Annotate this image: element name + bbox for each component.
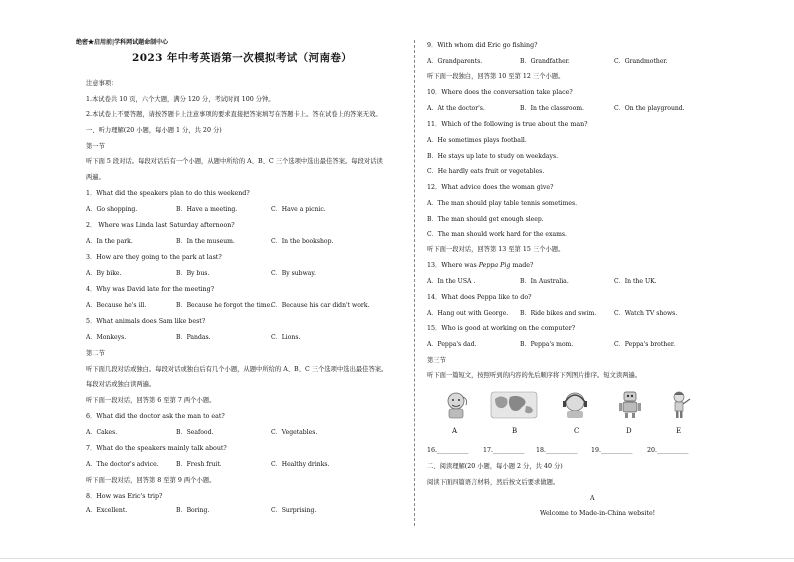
picture-label: C [574, 427, 580, 435]
question: 8．How was Eric's trip? [86, 493, 163, 500]
question: 3．How are they going to the park at last? [86, 254, 222, 261]
option: B．Grandfather. [520, 58, 570, 65]
instruction: 两遍。 [86, 174, 105, 181]
option: A．Excellent. [86, 507, 128, 514]
question [427, 262, 533, 270]
option: A．Monkeys. [86, 334, 127, 341]
picture-c-headset-icon [558, 389, 592, 419]
answer-blank[interactable]: 16.__________ [427, 447, 469, 454]
exam-title: 2023 年中考英语第一次模拟考试（河南卷） [132, 52, 353, 64]
instruction: 阅读下面四篇语言材料，然后按文后要求做题。 [427, 479, 560, 486]
option: C．Peppa's brother. [614, 341, 676, 348]
option: C．Have a picnic. [271, 206, 326, 213]
option: A．By bike. [86, 270, 122, 277]
option: C．Lions. [271, 334, 301, 341]
option: C．Surprising. [271, 507, 317, 514]
option: C．Watch TV shows. [614, 310, 678, 317]
option: C．The man should work hard for the exams. [427, 231, 567, 238]
option: B．Boring. [176, 507, 210, 514]
option: B．He stays up late to study on weekdays. [427, 153, 559, 160]
option: C．Vegetables. [271, 429, 318, 436]
question-text: made? [510, 262, 534, 269]
section-title: 二、阅读理解(20 小题，每小题 2 分，共 40 分) [427, 463, 563, 470]
option: B．In Australia. [520, 278, 569, 285]
part-heading: 第三节 [427, 357, 446, 364]
option: B．The man should get enough sleep. [427, 216, 544, 223]
confidential-label: 绝密★启用前|学科网试题命制中心 [76, 39, 169, 46]
question: 7．What do the speakers mainly talk about? [86, 445, 227, 452]
dialogue-instruction: 听下面一段对话，回答第 6 至第 7 两个小题。 [86, 397, 216, 404]
passage-label: A [590, 495, 595, 502]
option: A．In the USA . [427, 278, 476, 285]
dialogue-instruction: 听下面一段对话，回答第 8 至第 9 两个小题。 [86, 477, 216, 484]
option: A．At the doctor's. [427, 105, 485, 112]
picture-label: A [452, 427, 458, 435]
instruction: 听下面几段对话或独白。每段对话或独白后有几个小题，从题中所给的 A、B、C 三个选项中选出最佳答案。 [86, 366, 388, 373]
option: C．In the UK. [614, 278, 657, 285]
option: C．Because his car didn't work. [271, 302, 370, 309]
option: B．Seafood. [176, 429, 214, 436]
instruction: 每段对话或独白读两遍。 [86, 381, 156, 388]
question: 15．Who is good at working on the computer? [427, 325, 576, 332]
answer-blank[interactable]: 19.__________ [591, 447, 633, 454]
option: C．He hardly eats fruit or vegetables. [427, 168, 545, 175]
part-heading: 第一节 [86, 143, 105, 150]
answer-blank[interactable]: 18.__________ [536, 447, 578, 454]
option: B．Peppa's mom. [520, 341, 574, 348]
option: C．Grandmother. [614, 58, 668, 65]
question-text: 13．Where was [427, 262, 479, 269]
page-edge [0, 558, 794, 559]
question: 1．What did the speakers plan to do this weekend? [86, 190, 250, 197]
part-heading: 第二节 [86, 350, 105, 357]
instruction: 听下面一篇短文，按照听到的内容的先后顺序将下列图片排序。短文读两遍。 [427, 372, 642, 379]
column-divider [414, 40, 415, 526]
monologue-instruction: 听下面一段独白，回答第 10 至第 12 三个小题。 [427, 73, 565, 80]
option: B．Ride bikes and swim. [520, 310, 597, 317]
option: B．In the museum. [176, 238, 235, 245]
question: 5．What animals does Sam like best? [86, 318, 206, 325]
answer-blank[interactable]: 20.__________ [647, 447, 689, 454]
picture-d-robot-icon [613, 389, 647, 419]
question: 9．With whom did Eric go fishing? [427, 42, 538, 49]
option: A．Go shopping. [86, 206, 138, 213]
picture-label: E [676, 427, 682, 435]
option: C．Healthy drinks. [271, 461, 330, 468]
question: 11．Which of the following is true about the man? [427, 121, 588, 128]
show-title: Peppa Pig [478, 262, 511, 269]
picture-e-boy-icon [664, 389, 698, 419]
question: 6．What did the doctor ask the man to eat? [86, 413, 225, 420]
picture-label: B [512, 427, 518, 435]
option: B．By bus. [176, 270, 210, 277]
notes-item: 1.本试卷共 10 页，六个大题，满分 120 分，考试时间 100 分钟。 [86, 96, 275, 103]
option: C．By subway. [271, 270, 316, 277]
option: C．On the playground. [614, 105, 685, 112]
question: 14．What does Peppa like to do? [427, 294, 532, 301]
question: 10．Where does the conversation take place? [427, 89, 573, 96]
option: A．The man should play table tennis sometimes. [427, 200, 578, 207]
option: A．Hang out with George. [427, 310, 509, 317]
option: A．Because he's ill. [86, 302, 147, 309]
question: 12．What advice does the woman give? [427, 184, 554, 191]
picture-b-world-map-icon [490, 390, 538, 420]
option: B．Have a meeting. [176, 206, 238, 213]
option: B．Because he forgot the time. [176, 302, 273, 309]
option: A．He sometimes plays football. [427, 137, 527, 144]
notes-item: 2.本试卷上不要答题，请按答题卡上注意事项的要求直接把答案填写在答题卡上。答在试卷上的答案无效。 [86, 111, 382, 118]
question: 2． Where was Linda last Saturday afternoon? [86, 222, 235, 229]
monologue-instruction: 听下面一段对话，回答第 13 至第 15 三个小题。 [427, 246, 565, 253]
picture-label: D [626, 427, 632, 435]
option: C．In the bookshop. [271, 238, 334, 245]
option: B．Fresh fruit. [176, 461, 222, 468]
picture-a-doctor-icon [439, 389, 473, 419]
option: B．Pandas. [176, 334, 211, 341]
section-title: 一、听力理解(20 小题，每小题 1 分，共 20 分) [86, 127, 222, 134]
option: A．Peppa's dad. [427, 341, 477, 348]
option: A．Cakes. [86, 429, 118, 436]
instruction: 听下面 5 段对话。每段对话后有一个小题，从题中所给的 A、B、C 三个选项中选出最佳答案。每段对话读 [86, 158, 383, 165]
passage-first-line: Welcome to Made-in-China website! [540, 510, 656, 517]
question: 4．Why was David late for the meeting? [86, 286, 215, 293]
notes-heading: 注意事项： [86, 80, 118, 87]
option: A．In the park. [86, 238, 133, 245]
answer-blank[interactable]: 17.__________ [483, 447, 525, 454]
option: B．In the classroom. [520, 105, 584, 112]
option: A．Grandparents. [427, 58, 483, 65]
option: A．The doctor's advice. [86, 461, 159, 468]
